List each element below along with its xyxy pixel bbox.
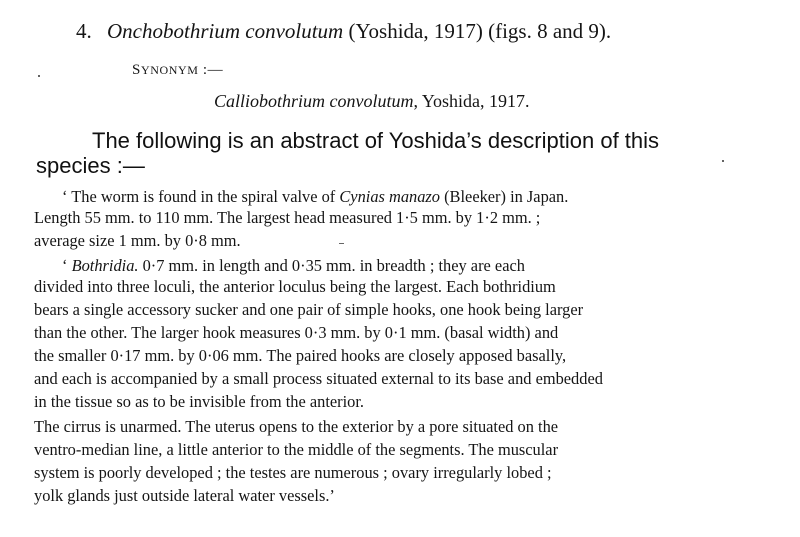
scan-speck xyxy=(722,160,724,162)
para1-line-1 xyxy=(62,187,568,207)
para2-line-2: divided into three loculi, the anterior loculus being the largest. Each bothridium xyxy=(34,277,556,296)
synonym-citation: , Yoshida, 1917. xyxy=(413,91,530,111)
intro-line-2: species :— xyxy=(36,153,145,178)
para2-line-3: bears a single accessory sucker and one pair of simple hooks, one hook being larger xyxy=(34,300,584,319)
synonym-entry xyxy=(214,91,530,112)
para2-line-6: and each is accompanied by a small process situated external to its base and embedded xyxy=(34,369,603,388)
para1-line-3: average size 1 mm. by 0·8 mm. xyxy=(34,231,241,250)
para3-line-1: The cirrus is unarmed. The uterus opens to the exterior by a pore situated on the xyxy=(34,417,559,436)
para1-line-1-text: ‘ The worm is found in the spiral valve of xyxy=(62,187,340,206)
host-name: Cynias manazo xyxy=(339,187,440,206)
scan-speck xyxy=(38,75,40,77)
para3-line-2: ventro-median line, a little anterior to the middle of the segments. The muscular xyxy=(34,440,559,459)
para2-line-7: in the tissue so as to be invisible from the anterior. xyxy=(34,392,365,411)
synonym-label-suffix: :— xyxy=(198,62,224,78)
para3-line-3: system is poorly developed ; the testes are numerous ; ovary irregularly lobed ; xyxy=(34,463,552,482)
synonym-label-rest: YNONYM xyxy=(140,63,199,77)
para1-line-2: Length 55 mm. to 110 mm. The largest head measured 1·5 mm. by 1·2 mm. ; xyxy=(34,208,541,227)
para2-open-quote: ‘ xyxy=(62,256,72,275)
para2-line-1 xyxy=(62,256,525,276)
scan-mark xyxy=(339,243,344,244)
para2-line-4: than the other. The larger hook measures 0·3 mm. by 0·1 mm. (basal width) and xyxy=(34,323,559,342)
species-authority: (Yoshida, 1917) (figs. 8 and 9). xyxy=(348,19,612,43)
section-number: 4. xyxy=(76,19,92,43)
synonym-label-initial: S xyxy=(132,62,141,78)
para2-line-5: the smaller 0·17 mm. by 0·06 mm. The paired hooks are closely apposed basally, xyxy=(34,346,567,365)
intro-line-1: The following is an abstract of Yoshida’s description of this xyxy=(92,128,660,153)
synonym-name: Calliobothrium convolutum xyxy=(214,91,414,111)
para1-line-1-tail: (Bleeker) in Japan. xyxy=(440,187,569,206)
synonym-label xyxy=(132,62,223,79)
species-name: Onchobothrium convolutum xyxy=(107,19,344,43)
para2-line-1-text: 0·7 mm. in length and 0·35 mm. in breadth ; they are each xyxy=(138,256,525,275)
section-heading xyxy=(76,18,611,44)
para3-line-4: yolk glands just outside lateral water vessels.’ xyxy=(34,486,335,505)
bothridia-term: Bothridia. xyxy=(71,256,139,275)
